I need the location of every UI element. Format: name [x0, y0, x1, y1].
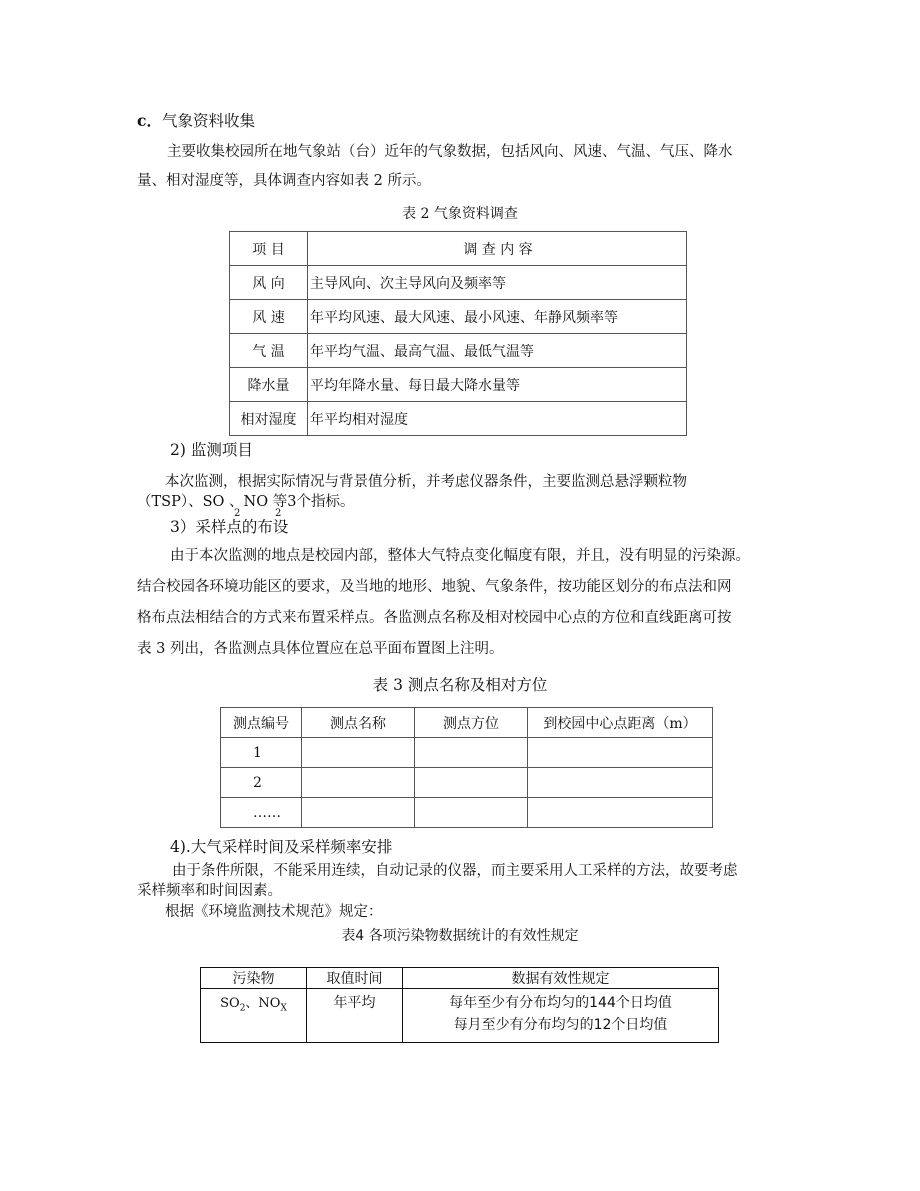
table4-caption: 表4 各项污染物数据统计的有效性规定: [341, 928, 579, 944]
pollutant-sub-2: 2: [239, 1003, 246, 1014]
pollutant-so: SO: [220, 996, 240, 1011]
table-cell: 相对湿度: [230, 402, 308, 436]
table-row: [221, 738, 713, 768]
section2-title: 2) 监测项目: [170, 441, 253, 459]
table-cell: 调 查 内 容: [308, 232, 687, 266]
table-cell: [528, 798, 713, 828]
table-row: [230, 402, 687, 436]
table-cell: 主导风向、次主导风向及频率等: [308, 266, 687, 300]
table-row: [230, 368, 687, 402]
table-cell: 到校园中心点距离（m）: [528, 708, 713, 738]
section4-line3: 根据《环境监测技术规范》规定：: [165, 904, 383, 920]
table-cell: 年平均气温、最高气温、最低气温等: [308, 334, 687, 368]
so2-subscript: 2: [234, 508, 241, 519]
section4-line2: 采样频率和时间因素。: [137, 883, 282, 899]
table3-caption: 表 3 测点名称及相对方位: [372, 676, 548, 694]
section3-title: 3）采样点的布设: [170, 518, 289, 536]
no2-subscript: 2: [275, 508, 282, 519]
section4-line1: 由于条件所限，不能采用连续，自动记录的仪器，而主要采用人工采样的方法，故要考虑: [172, 863, 738, 879]
section4-title: 4).大气采样时间及采样频率安排: [170, 838, 393, 856]
para-c-line2: 量、相对湿度等，具体调查内容如表 2 所示。: [137, 173, 431, 189]
rule-line: 每年至少有分布均匀的144个日均值: [449, 995, 672, 1011]
table4: [200, 967, 719, 1043]
table-cell: 风 向: [230, 266, 308, 300]
table-cell: 平均年降水量、每日最大降水量等: [308, 368, 687, 402]
table-cell: 2: [221, 768, 302, 798]
table-cell: [528, 738, 713, 768]
section-c-heading: [137, 109, 255, 131]
table-cell: 年平均风速、最大风速、最小风速、年静风频率等: [308, 300, 687, 334]
rule-line: 每月至少有分布均匀的12个日均值: [453, 1017, 668, 1033]
table-cell: 数据有效性规定: [403, 968, 719, 989]
table-cell: 降水量: [230, 368, 308, 402]
table-row: [221, 708, 713, 738]
table-cell: 气 温: [230, 334, 308, 368]
table-cell: 测点名称: [302, 708, 415, 738]
table-cell: [302, 798, 415, 828]
table-cell: [302, 768, 415, 798]
table-cell: [415, 738, 528, 768]
table-cell: 测点编号: [221, 708, 302, 738]
table-row: [221, 768, 713, 798]
table-cell: 测点方位: [415, 708, 528, 738]
pollutant-sub-x: X: [280, 1003, 287, 1014]
table-row: [230, 334, 687, 368]
table-cell: [302, 738, 415, 768]
table2: [229, 231, 687, 436]
table-cell: 取值时间: [307, 968, 403, 989]
table-cell: [415, 768, 528, 798]
table-row: [230, 300, 687, 334]
table-cell: 年平均: [307, 989, 403, 1043]
section2-line2: （TSP）、SO 、NO 等3个指标。: [137, 494, 355, 510]
section2-line1: 本次监测，根据实际情况与背景值分析，并考虑仪器条件，主要监测总悬浮颗粒物: [165, 474, 687, 490]
section-c-title: 气象资料收集: [161, 112, 255, 130]
table-row: [230, 266, 687, 300]
pollutant-cell: [201, 989, 307, 1043]
table-row: [201, 989, 719, 1043]
table-row: [201, 968, 719, 989]
table-cell: 年平均相对湿度: [308, 402, 687, 436]
table2-caption: 表 2 气象资料调查: [402, 206, 518, 222]
rule-cell: [403, 989, 719, 1043]
table3: [220, 707, 713, 828]
table-cell: 污染物: [201, 968, 307, 989]
table-cell: 1: [221, 738, 302, 768]
pollutant-no: 、NO: [245, 996, 281, 1011]
table-cell: [528, 768, 713, 798]
table-cell: 风 速: [230, 300, 308, 334]
table-row: [221, 798, 713, 828]
section3-line1: 由于本次监测的地点是校园内部，整体大气特点变化幅度有限，并且，没有明显的污染源。: [170, 548, 750, 564]
para-c-line1: 主要收集校园所在地气象站（台）近年的气象数据，包括风向、风速、气温、气压、降水: [167, 144, 733, 160]
section3-line3: 格布点法相结合的方式来布置采样点。各监测点名称及相对校园中心点的方位和直线距离可按: [137, 610, 732, 626]
table-cell: [415, 798, 528, 828]
section3-line2: 结合校园各环境功能区的要求，及当地的地形、地貌、气象条件，按功能区划分的布点法和网: [137, 579, 732, 595]
section3-line4: 表 3 列出，各监测点具体位置应在总平面布置图上注明。: [137, 641, 504, 657]
table-cell: ……: [221, 798, 302, 828]
section-c-label: c．: [137, 111, 162, 130]
table-cell: 项 目: [230, 232, 308, 266]
table-row: [230, 232, 687, 266]
